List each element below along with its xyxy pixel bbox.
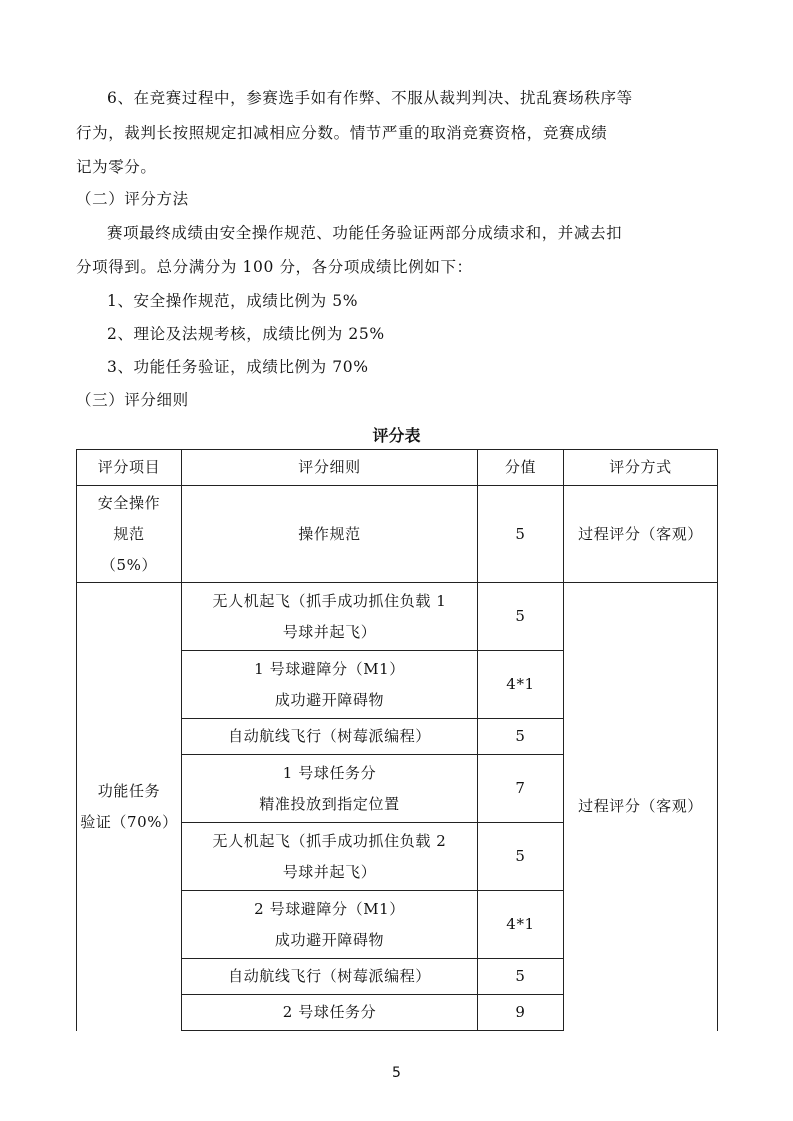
scoring-table [76,449,718,1031]
method-line2: 分项得到。总分满分为 100 分，各分项成绩比例如下： [76,258,473,276]
rule-cell [182,823,478,891]
safety-item-line2: 规范 [113,524,145,543]
score-cell: 4*1 [478,651,564,719]
table-row [77,583,718,651]
section2-heading: （二）评分方法 [76,190,189,208]
function-item-line1: 功能任务 [97,781,161,800]
rule6-line1: 6、在竞赛过程中，参赛选手如有作弊、不服从裁判判决、扰乱赛场秩序等 [107,89,633,107]
rule-line: 2 号球避障分（M1） [254,899,405,918]
rule-line: 精准投放到指定位置 [259,794,400,813]
safety-item-cell [77,486,182,583]
rule-line: 无人机起飞（抓手成功抓住负载 2 [212,831,447,850]
rule-cell: 自动航线飞行（树莓派编程） [182,719,478,755]
score-cell: 5 [478,959,564,995]
method-line1: 赛项最终成绩由安全操作规范、功能任务验证两部分成绩求和，并减去扣 [107,224,623,242]
safety-method: 过程评分（客观） [564,486,718,583]
rule-line: 号球并起飞） [282,862,377,881]
header-method: 评分方式 [564,450,718,486]
rule-cell [182,755,478,823]
rule-cell: 自动航线飞行（树莓派编程） [182,959,478,995]
score-cell: 5 [478,823,564,891]
rule-cell: 2 号球任务分 [182,995,478,1031]
score-cell: 9 [478,995,564,1031]
rule-line: 成功避开障碍物 [274,930,385,949]
rule-line: 成功避开障碍物 [274,690,385,709]
score-cell: 4*1 [478,891,564,959]
safety-score: 5 [478,486,564,583]
ratio-item-3: 3、功能任务验证，成绩比例为 70% [107,358,369,376]
rule-line: 无人机起飞（抓手成功抓住负载 1 [212,591,447,610]
rule6-line3: 记为零分。 [76,158,157,176]
rule-line: 1 号球任务分 [282,763,377,782]
safety-item-line1: 安全操作 [97,493,161,512]
header-rule: 评分细则 [182,450,478,486]
ratio-item-2: 2、理论及法规考核，成绩比例为 25% [107,325,385,343]
function-method: 过程评分（客观） [564,583,718,1031]
rule-line: 号球并起飞） [282,622,377,641]
score-cell: 5 [478,583,564,651]
function-item-cell [77,583,182,1031]
table-row-safety [77,486,718,583]
safety-rule: 操作规范 [182,486,478,583]
rule-cell [182,891,478,959]
rule6-line2: 行为，裁判长按照规定扣减相应分数。情节严重的取消竞赛资格，竞赛成绩 [76,124,608,142]
header-score: 分值 [478,450,564,486]
rule-cell [182,583,478,651]
table-title: 评分表 [372,426,421,445]
header-item: 评分项目 [77,450,182,486]
page-number: 5 [392,1065,401,1081]
rule-line: 1 号球避障分（M1） [254,659,405,678]
table-header-row [77,450,718,486]
score-cell: 7 [478,755,564,823]
score-cell: 5 [478,719,564,755]
section3-heading: （三）评分细则 [76,391,189,409]
function-item-line2: 验证（70%） [80,812,178,831]
rule-cell [182,651,478,719]
ratio-item-1: 1、安全操作规范，成绩比例为 5% [107,292,359,310]
safety-item-line3: （5%） [100,555,158,574]
